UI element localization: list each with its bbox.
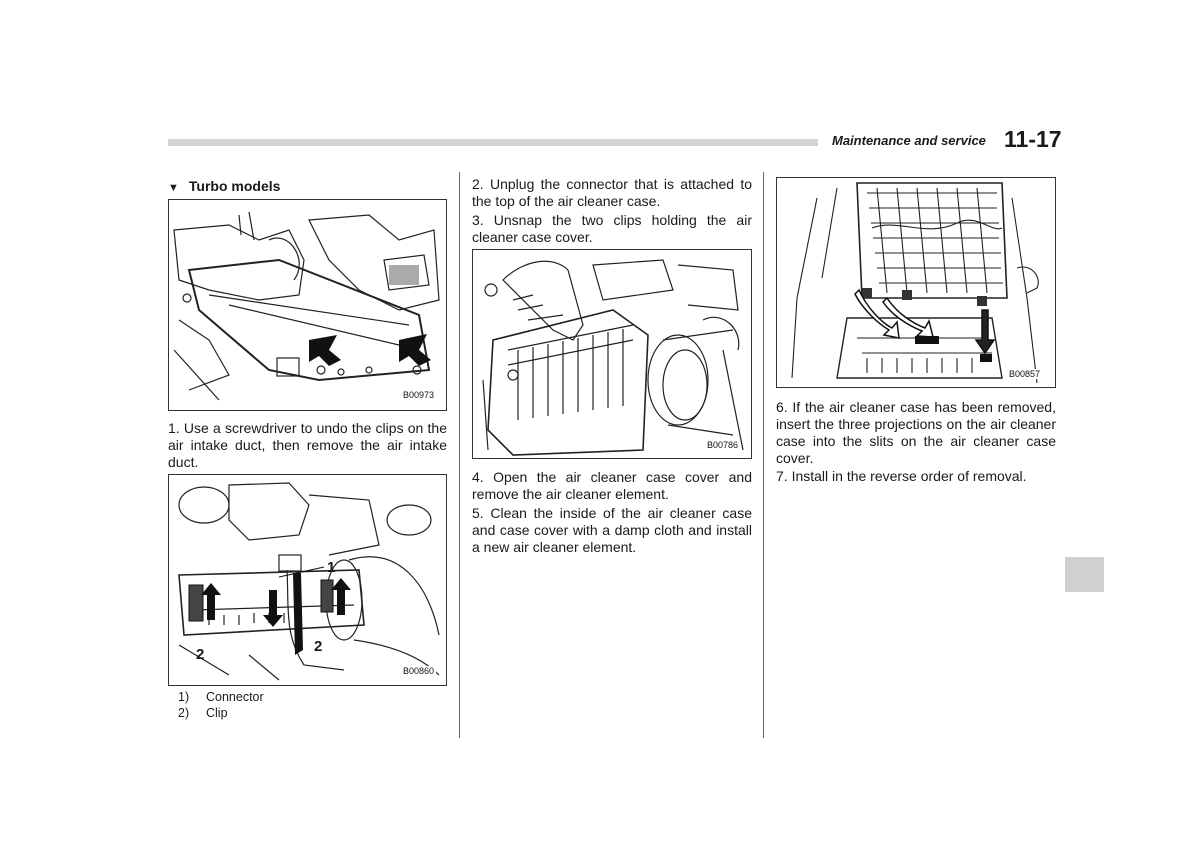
legend-label: Clip bbox=[206, 706, 228, 720]
figure-air-cleaner-case bbox=[472, 249, 752, 459]
figure-code: B00973 bbox=[403, 390, 435, 400]
step-1: 1. Use a screwdriver to undo the clips on the air intake duct, then remove the air intake duct. bbox=[168, 420, 447, 470]
callout-clip-left: 2 bbox=[196, 646, 205, 663]
figure-turbo-intake-duct bbox=[168, 199, 447, 411]
step-3: 3. Unsnap the two clips holding the air cleaner case cover. bbox=[472, 212, 752, 245]
section-title: Maintenance and service bbox=[832, 133, 986, 148]
figure-code: B00857 bbox=[1009, 369, 1041, 379]
figure-connector-clips bbox=[168, 474, 447, 686]
step-5: 5. Clean the inside of the air cleaner case and case cover with a damp cloth and install a new air cleaner element. bbox=[472, 505, 752, 555]
air-cleaner-illustration bbox=[473, 250, 752, 459]
heading-text: Turbo models bbox=[188, 178, 281, 194]
legend-item bbox=[178, 706, 228, 720]
intake-duct-illustration bbox=[169, 475, 447, 686]
page-number: 11-17 bbox=[1004, 126, 1062, 152]
column-divider bbox=[459, 172, 460, 738]
header-rule bbox=[168, 139, 818, 146]
callout-connector: 1 bbox=[327, 559, 336, 576]
triangle-bullet-icon: ▼ bbox=[168, 182, 179, 194]
legend-label: Connector bbox=[206, 690, 264, 704]
legend-number: 2) bbox=[178, 706, 190, 720]
case-cover-illustration bbox=[777, 178, 1056, 388]
figure-case-projections bbox=[776, 177, 1056, 388]
step-2: 2. Unplug the connector that is attached to the top of the air cleaner case. bbox=[472, 176, 752, 209]
step-4: 4. Open the air cleaner case cover and remove the air cleaner element. bbox=[472, 469, 752, 502]
legend-item bbox=[178, 690, 264, 704]
chapter-thumb-tab bbox=[1065, 557, 1104, 592]
figure-code: B00786 bbox=[707, 440, 739, 450]
step-7: 7. Install in the reverse order of removal. bbox=[776, 468, 1027, 484]
legend-number: 1) bbox=[178, 690, 190, 704]
step-6: 6. If the air cleaner case has been removed, insert the three projections on the air cleaner case into the slits on the air cleaner case cover. bbox=[776, 399, 1056, 466]
column-divider bbox=[763, 172, 764, 738]
section-heading bbox=[168, 178, 280, 194]
engine-illustration bbox=[169, 200, 447, 411]
callout-clip-right: 2 bbox=[314, 638, 323, 655]
figure-code: B00860 bbox=[403, 666, 435, 676]
